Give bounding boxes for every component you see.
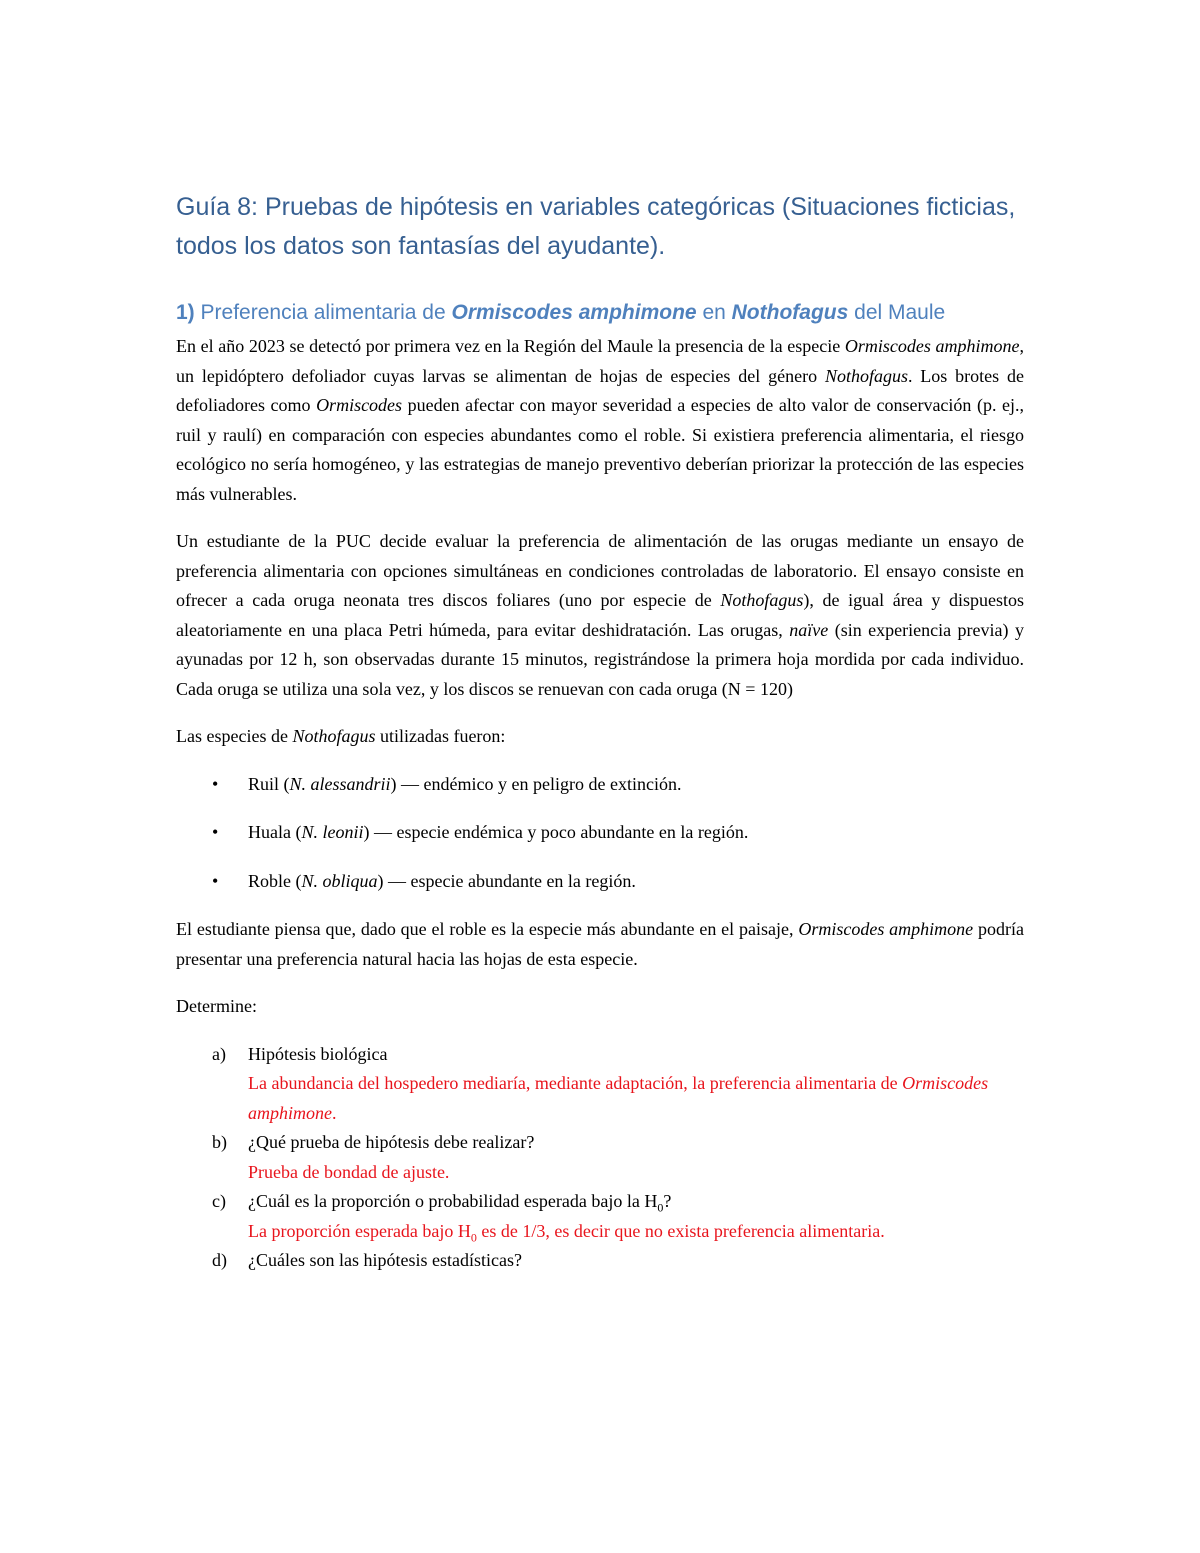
student-hypothesis-paragraph (176, 915, 1024, 974)
heading-part-a: Preferencia alimentaria de (200, 301, 446, 324)
para1-italic-3: Ormiscodes (316, 395, 403, 415)
para4-text-2: podría presentar una preferencia natural hacia las hojas de esta especie. (176, 919, 1025, 969)
answer-text (248, 1069, 1024, 1128)
species-scientific-name: N. leonii (301, 822, 364, 842)
para1-italic-2: Nothofagus (824, 365, 908, 386)
para3-text-2: utilizadas fueron: (375, 726, 506, 746)
answer-c-subscript: 0 (470, 1230, 477, 1245)
para1-text-2: , un lepidóptero defoliador cuyas larvas se alimentan de hojas de especies del género (176, 336, 1024, 386)
question-text: ¿Cuáles son las hipótesis estadísticas? (248, 1250, 522, 1270)
section-1-heading (176, 298, 1024, 328)
title-line-1: Guía 8: Pruebas de hipótesis en variables categóricas (Situaciones ficticias, (176, 193, 1016, 221)
title-line-2: todos los datos son fantasías del ayudante). (176, 232, 666, 260)
heading-part-c: del Maule (854, 301, 946, 324)
document-page (176, 188, 1024, 1276)
para2-italic-2: naïve (789, 619, 829, 640)
question-c-subscript: 0 (657, 1200, 664, 1215)
section-number: 1) (176, 301, 195, 324)
para2-text-3: (sin experiencia previa) y ayunadas por 12 h, son observadas durante 15 minutos, registrándose la primera hoja mordida por cada individuo. Cada oruga se utiliza una sola vez, y los discos se renuevan con cada oruga (N = 120) (176, 619, 1024, 699)
question-list (176, 1040, 1024, 1276)
question-c-text-2: ? (663, 1191, 672, 1211)
question-c (176, 1187, 1024, 1246)
para4-text-1: El estudiante piensa que, dado que el roble es la especie más abundante en el paisaje, (176, 919, 799, 939)
answer-text: Prueba de bondad de ajuste. (248, 1161, 450, 1182)
para2-text-1: Un estudiante de la PUC decide evaluar la preferencia de alimentación de las orugas mediante un ensayo de preferencia alimentaria con opciones simultáneas en condiciones controladas de laboratorio. El ensayo consiste en ofrecer a cada oruga neonata tres discos foliares (uno por especie de (176, 531, 1024, 610)
answer-a-text-1: La abundancia del hospedero mediaría, mediante adaptación, la preferencia alimentaria de (248, 1073, 903, 1093)
para4-italic-1: Ormiscodes amphimone (798, 919, 974, 939)
species-description: ) — especie endémica y poco abundante en la región. (363, 822, 749, 842)
para1-italic-1: Ormiscodes amphimone (844, 336, 1020, 356)
para1-text-1: En el año 2023 se detectó por primera vez en la Región del Maule la presencia de la especie (176, 336, 845, 356)
answer-a-italic: Ormiscodes amphimone (248, 1073, 989, 1123)
species-name: Huala ( (248, 822, 302, 842)
determine-label: Determine: (176, 996, 257, 1016)
question-a (176, 1040, 1024, 1129)
heading-species: Ormiscodes amphimone (451, 301, 697, 324)
para2-italic-1: Nothofagus (720, 590, 804, 610)
question-text (248, 1187, 1024, 1217)
species-name: Ruil ( (248, 773, 290, 794)
question-label: c) (212, 1191, 226, 1211)
bullet-icon: • (212, 822, 219, 842)
question-text: Hipótesis biológica (248, 1043, 388, 1064)
species-name: Roble ( (248, 870, 302, 891)
question-d (176, 1246, 1024, 1276)
para3-italic-1: Nothofagus (292, 726, 376, 746)
page-title (176, 188, 1024, 266)
list-item (176, 770, 1024, 800)
list-item (176, 867, 1024, 897)
method-paragraph (176, 527, 1024, 704)
species-intro-paragraph (176, 722, 1024, 752)
answer-c-text-1: La proporción esperada bajo H (248, 1220, 471, 1241)
para2-text-2: ), de igual área y dispuestos aleatoriamente en una placa Petri húmeda, para evitar deshidratación. Las orugas, (176, 590, 1024, 640)
list-item (176, 818, 1024, 848)
heading-part-b: en (702, 301, 726, 324)
answer-text (248, 1217, 1024, 1247)
answer-c-text-2: es de 1/3, es decir que no exista preferencia alimentaria. (476, 1220, 885, 1241)
question-label: b) (212, 1132, 227, 1152)
question-label: d) (212, 1250, 227, 1270)
intro-paragraph (176, 332, 1024, 509)
bullet-icon: • (212, 870, 219, 891)
bullet-icon: • (212, 773, 219, 794)
question-label: a) (212, 1043, 226, 1064)
question-text: ¿Qué prueba de hipótesis debe realizar? (248, 1132, 535, 1152)
species-description: ) — endémico y en peligro de extinción. (390, 773, 682, 794)
answer-a-text-2: . (332, 1102, 337, 1123)
heading-genus: Nothofagus (731, 301, 849, 324)
question-c-text-1: ¿Cuál es la proporción o probabilidad esperada bajo la H (248, 1191, 658, 1211)
para1-text-4: pueden afectar con mayor severidad a especies de alto valor de conservación (p. ej., ruil y raulí) en comparación con especies abundantes como el roble. Si existiera preferencia alimentaria, el riesgo ecológico no sería homogéneo, y las estrategias de manejo preventivo deberían priorizar la protección de las especies más vulnerables. (176, 395, 1025, 504)
species-scientific-name: N. alessandrii (289, 773, 391, 794)
species-list (176, 770, 1024, 897)
species-scientific-name: N. obliqua (301, 870, 378, 891)
para1-text-3: . Los brotes de defoliadores como (176, 365, 1025, 415)
question-b (176, 1128, 1024, 1187)
para3-text-1: Las especies de (176, 726, 293, 746)
species-description: ) — especie abundante en la región. (377, 870, 636, 891)
